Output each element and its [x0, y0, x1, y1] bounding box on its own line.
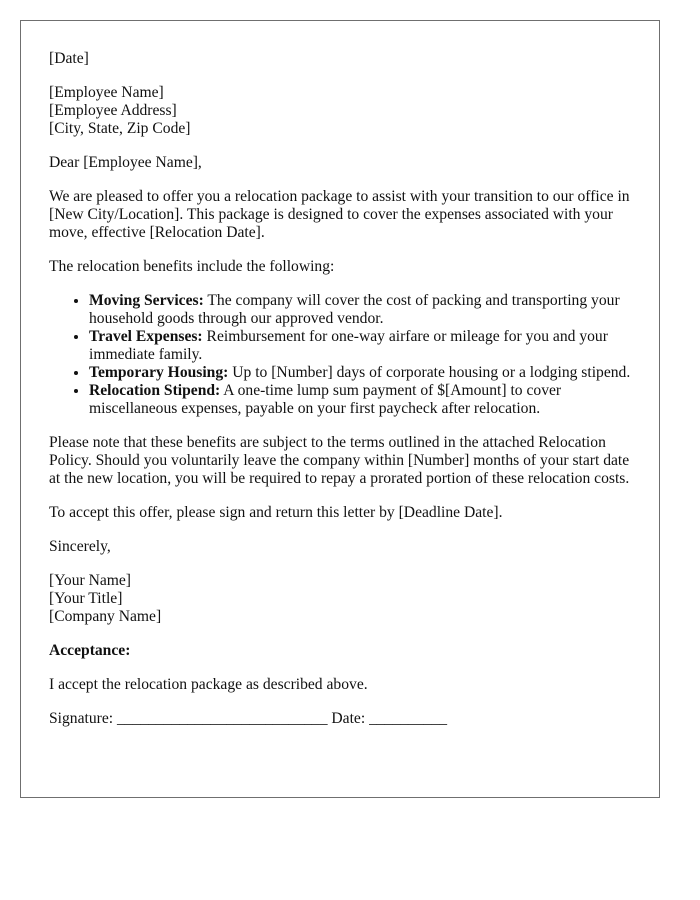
benefit-label: Relocation Stipend: [89, 382, 221, 399]
recipient-city-state-zip: [City, State, Zip Code] [49, 120, 191, 137]
sender-title: [Your Title] [49, 590, 123, 607]
benefit-label: Travel Expenses: [89, 328, 203, 345]
benefit-item-travel-expenses [89, 328, 631, 364]
benefit-text: Up to [Number] days of corporate housing or a lodging stipend. [228, 364, 631, 381]
sender-company: [Company Name] [49, 608, 162, 625]
letter-date: [Date] [49, 50, 89, 67]
sender-signature-block [49, 572, 631, 626]
benefits-intro: The relocation benefits include the following: [49, 258, 335, 275]
recipient-name: [Employee Name] [49, 84, 164, 101]
accept-instructions: To accept this offer, please sign and return this letter by [Deadline Date]. [49, 504, 503, 521]
benefit-text: A one-time lump sum payment of $[Amount] to cover miscellaneous expenses, payable on your first paycheck after relocation. [89, 382, 562, 417]
benefit-item-moving-services [89, 292, 631, 328]
benefit-text: The company will cover the cost of packing and transporting your household goods through our approved vendor. [89, 292, 620, 327]
intro-paragraph: We are pleased to offer you a relocation package to assist with your transition to our office in [New City/Location]. This package is designed to cover the expenses associated with your move, effective [Relocation Date]. [49, 188, 630, 241]
benefit-label: Moving Services: [89, 292, 204, 309]
salutation: Dear [Employee Name], [49, 154, 202, 171]
benefit-item-relocation-stipend [89, 382, 631, 418]
acceptance-statement: I accept the relocation package as described above. [49, 676, 368, 693]
benefits-list [49, 292, 631, 418]
benefit-text: Reimbursement for one-way airfare or mileage for you and your immediate family. [89, 328, 608, 363]
signature-date-line[interactable]: Signature: ___________________________ Date: __________ [49, 710, 448, 727]
acceptance-heading: Acceptance: [49, 642, 131, 659]
policy-note: Please note that these benefits are subject to the terms outlined in the attached Relocation Policy. Should you voluntarily leave the company within [Number] months of your start date at the new location, you will be required to repay a prorated portion of these relocation costs. [49, 434, 630, 487]
recipient-address: [Employee Address] [49, 102, 177, 119]
benefit-item-temporary-housing [89, 364, 631, 382]
benefit-label: Temporary Housing: [89, 364, 229, 381]
recipient-address-block [49, 84, 631, 138]
letter-document [20, 20, 660, 798]
sender-name: [Your Name] [49, 572, 132, 589]
closing: Sincerely, [49, 538, 111, 555]
